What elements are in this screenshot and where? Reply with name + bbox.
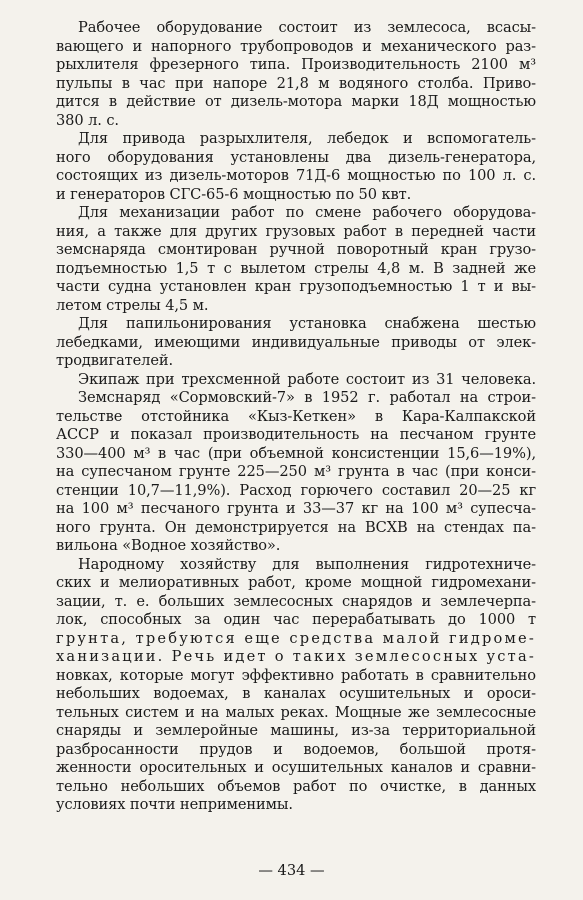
text-line: земснаряда смонтирован ручной поворотный кран грузо- (56, 241, 536, 258)
page-number: — 434 — (258, 862, 325, 879)
text-line: женности оросительных и осушительных каналов и сравни- (56, 759, 536, 776)
paragraph (56, 389, 536, 556)
paragraph (56, 19, 536, 130)
text-line: рыхлителя фрезерного типа. Производительность 2100 м³ (56, 56, 536, 73)
text-line: дится в действие от дизель-мотора марки 18Д мощностью (56, 93, 536, 110)
text-line: снаряды и землеройные машины, из-за территориальной (56, 722, 536, 739)
paragraph (56, 130, 536, 204)
text-line: грунта, требуются еще средства малой гидроме- (56, 629, 536, 647)
text-line: Народному хозяйству для выполнения гидротехниче- (78, 555, 536, 573)
text-line: на 100 м³ песчаного грунта и 33—37 кг на 100 м³ супесча- (56, 500, 536, 517)
text-line: лок, способных за один час перерабатывать до 1000 т (56, 611, 536, 628)
text-line: части судна установлен кран грузоподъемностью 1 т и вы- (56, 278, 536, 295)
paragraph (56, 556, 536, 815)
text-body (56, 19, 536, 815)
text-line: состоящих из дизель-моторов 71Д-6 мощностью по 100 л. с. (56, 167, 536, 184)
text-line: тельных систем и на малых реках. Мощные же землесосные (56, 703, 536, 721)
text-line: тельно небольших объемов работ по очистке, в данных (56, 777, 536, 795)
text-line: вильона «Водное хозяйство». (56, 537, 281, 554)
text-line: Земснаряд «Сормовский-7» в 1952 г. работал на строи- (78, 389, 536, 406)
text-line: и генераторов СГС-65-6 мощностью по 50 квт. (56, 185, 412, 203)
text-line: Для привода разрыхлителя, лебедок и вспомогатель- (78, 130, 536, 147)
text-line: подъемностью 1,5 т с вылетом стрелы 4,8 м. В задней же (56, 259, 536, 277)
paragraph (56, 204, 536, 315)
paragraph (56, 371, 536, 390)
text-line: ного оборудования установлены два дизель-генератора, (56, 148, 536, 166)
text-line: тельстве отстойника «Кыз-Кеткен» в Кара-Калпакской (56, 407, 536, 425)
text-line: ния, а также для других грузовых работ в передней части (56, 222, 536, 240)
page-body (56, 19, 536, 879)
text-line: пульпы в час при напоре 21,8 м водяного столба. Приво- (56, 74, 536, 92)
text-line: вающего и напорного трубопроводов и механического раз- (56, 37, 536, 55)
text-line: 380 л. с. (56, 111, 119, 129)
text-line: 330—400 м³ в час (при объемной консистенции 15,6—19%), (56, 444, 536, 462)
text-line: на супесчаном грунте 225—250 м³ грунта в час (при конси- (56, 463, 536, 480)
text-line: Экипаж при трехсменной работе состоит из 31 человека. (78, 370, 536, 388)
text-line: небольших водоемах, в каналах осушительных и ороси- (56, 685, 536, 702)
text-line: разбросанности прудов и водоемов, большой протя- (56, 740, 536, 758)
paragraph (56, 315, 536, 371)
text-line: условиях почти неприменимы. (56, 796, 293, 813)
text-line: ских и мелиоративных работ, кроме мощной гидромехани- (56, 574, 536, 591)
text-line: Для механизации работ по смене рабочего оборудова- (78, 204, 536, 221)
text-line: ного грунта. Он демонстрируется на ВСХВ на стендах па- (56, 518, 536, 536)
text-line: ханизации. Речь идет о таких землесосных уста- (56, 648, 536, 665)
text-line: стенции 10,7—11,9%). Расход горючего составил 20—25 кг (56, 481, 536, 499)
text-line: Рабочее оборудование состоит из землесоса, всасы- (78, 19, 536, 36)
text-line: лебедками, имеющими индивидуальные приводы от элек- (56, 333, 536, 351)
text-line: Для папильонирования установка снабжена шестью (78, 315, 536, 332)
text-line: АССР и показал производительность на песчаном грунте (56, 426, 536, 443)
text-line: тродвигателей. (56, 352, 174, 369)
text-line: зации, т. е. больших землесосных снарядов и землечерпа- (56, 592, 536, 610)
text-line: летом стрелы 4,5 м. (56, 296, 209, 314)
text-line: новках, которые могут эффективно работать в сравнительно (56, 666, 536, 684)
